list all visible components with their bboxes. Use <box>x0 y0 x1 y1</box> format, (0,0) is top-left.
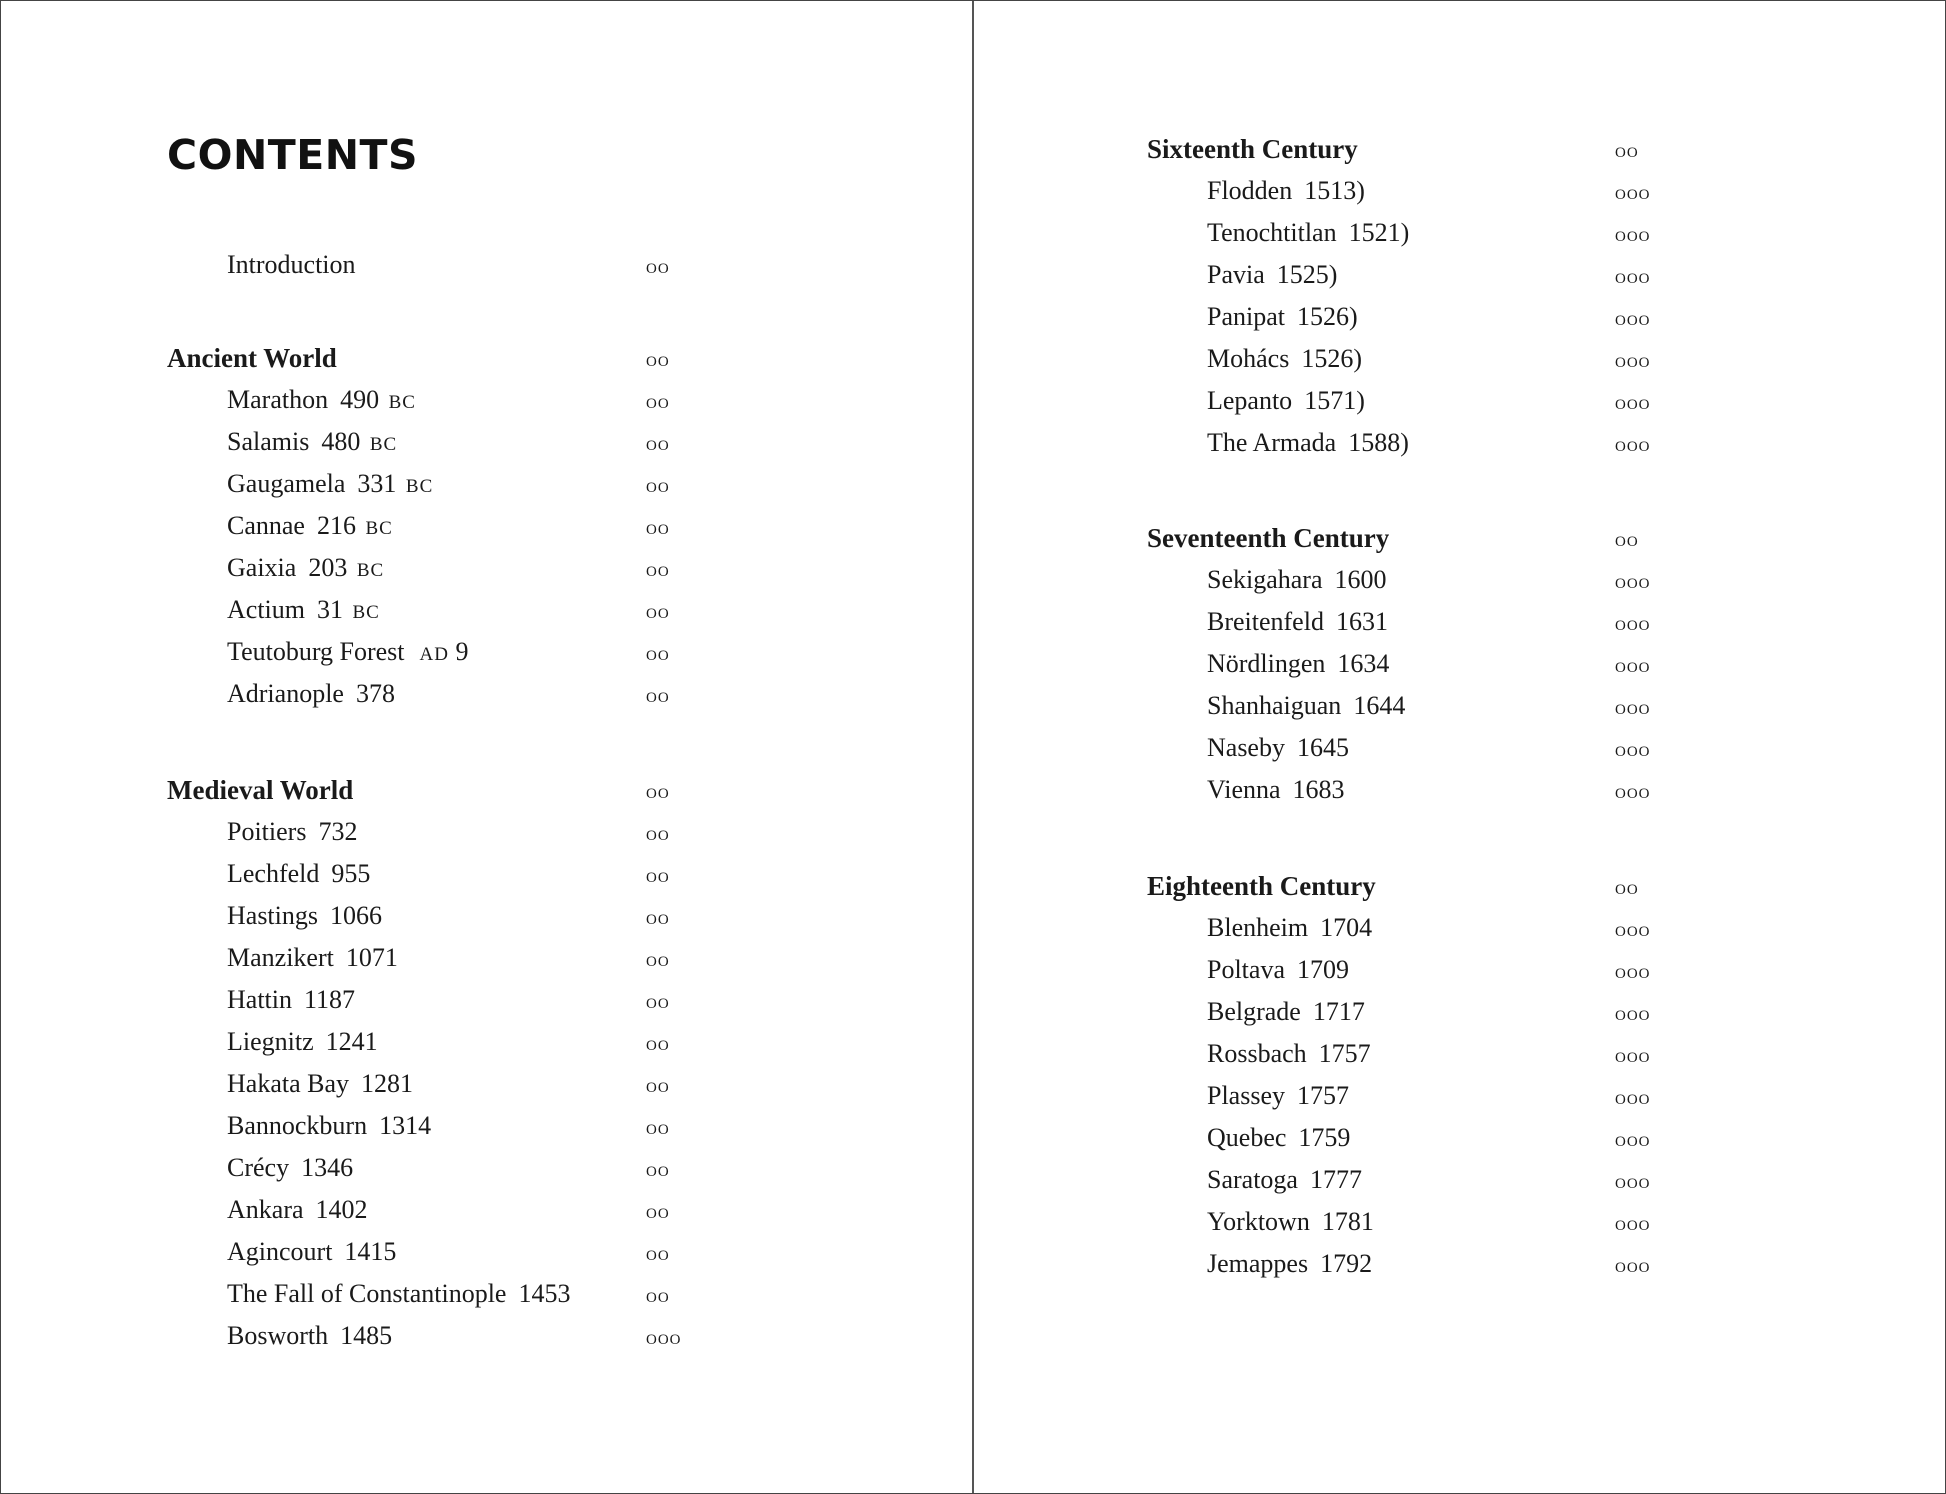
toc-entry <box>1147 1033 1707 1075</box>
year: 1645 <box>1296 733 1349 762</box>
entry-label <box>1207 1159 1362 1201</box>
battle-name: Saratoga <box>1207 1165 1298 1194</box>
battle-date <box>361 1069 413 1098</box>
page-number: ooo <box>1615 1085 1651 1109</box>
year: 1513) <box>1304 176 1365 205</box>
toc-section-heading <box>1147 128 1707 170</box>
year: 1526) <box>1301 344 1362 373</box>
year: 1588) <box>1348 428 1409 457</box>
battle-date <box>326 1027 378 1056</box>
battle-name: Teutoburg Forest <box>227 637 405 666</box>
page-number: oo <box>646 821 670 845</box>
battle-name: The Armada <box>1207 428 1337 457</box>
battle-name: Naseby <box>1207 733 1285 762</box>
page-number: oo <box>646 683 670 707</box>
battle-date <box>1319 1039 1371 1068</box>
page-number: oo <box>646 905 670 929</box>
battle-name: Liegnitz <box>227 1027 314 1056</box>
entry-label <box>1207 685 1405 727</box>
year: 1346 <box>301 1153 354 1182</box>
year: 1241 <box>325 1027 378 1056</box>
toc-entry <box>167 673 727 715</box>
entry-label <box>1207 254 1337 296</box>
page-number: ooo <box>1615 1169 1651 1193</box>
toc-entry <box>1147 907 1707 949</box>
page-number: oo <box>646 557 670 581</box>
toc-entry <box>167 1147 727 1189</box>
entry-label <box>227 1021 378 1063</box>
battle-name: Hattin <box>227 985 292 1014</box>
page-number: ooo <box>1615 569 1651 593</box>
year: 1709 <box>1297 955 1349 984</box>
battle-date <box>1349 218 1410 247</box>
year: 1071 <box>345 943 398 972</box>
battle-name: Yorktown <box>1207 1207 1310 1236</box>
entry-label <box>1207 1201 1374 1243</box>
battle-name: Poltava <box>1207 955 1285 984</box>
battle-date <box>331 859 370 888</box>
toc-section-heading <box>167 337 727 379</box>
battle-date <box>1337 649 1389 678</box>
entry-label <box>1207 907 1372 949</box>
page-number: ooo <box>1615 611 1651 635</box>
toc-entry <box>167 1231 727 1273</box>
battle-date <box>344 1237 396 1266</box>
entry-label <box>1207 1243 1372 1285</box>
battle-date <box>316 1195 368 1224</box>
page-number: oo <box>646 599 670 623</box>
battle-date <box>330 901 382 930</box>
year: 1781 <box>1321 1207 1374 1236</box>
era-prefix: AD <box>419 644 449 665</box>
battle-date <box>1297 1081 1349 1110</box>
battle-name: Belgrade <box>1207 997 1301 1026</box>
entry-label <box>1207 1033 1371 1075</box>
right-page <box>974 1 1946 1493</box>
toc-entry <box>167 547 727 589</box>
entry-label <box>227 811 357 853</box>
year: 1281 <box>361 1069 414 1098</box>
page-number: ooo <box>1615 1001 1651 1025</box>
entry-label <box>227 1147 353 1189</box>
era-suffix: BC <box>369 434 398 455</box>
battle-name: Adrianople <box>227 679 344 708</box>
year: 331 <box>357 469 397 498</box>
page-number: ooo <box>1615 432 1651 456</box>
toc-entry <box>1147 380 1707 422</box>
entry-label <box>1207 559 1387 601</box>
battle-date <box>1304 176 1365 205</box>
year: 1485 <box>340 1321 393 1350</box>
year: 1757 <box>1318 1039 1371 1068</box>
toc-entry <box>1147 1075 1707 1117</box>
toc-entry <box>167 1273 727 1315</box>
battle-name: Gaixia <box>227 553 297 582</box>
page-number: oo <box>646 1283 670 1307</box>
toc-entry-introduction <box>167 244 727 286</box>
battle-date <box>1297 955 1349 984</box>
entry-label <box>1207 338 1362 380</box>
battle-name: Ankara <box>227 1195 304 1224</box>
battle-date <box>1320 1249 1372 1278</box>
year: 31 <box>317 595 343 624</box>
toc-entry <box>167 589 727 631</box>
entry-label <box>1207 1117 1350 1159</box>
toc-entry <box>167 505 727 547</box>
battle-name: Agincourt <box>227 1237 333 1266</box>
battle-name: Tenochtitlan <box>1207 218 1337 247</box>
battle-date <box>304 985 355 1014</box>
battle-name: Breitenfeld <box>1207 607 1324 636</box>
battle-date <box>340 1321 392 1350</box>
section-title: Eighteenth Century <box>1147 871 1376 901</box>
entry-label <box>227 1273 570 1315</box>
battle-name: Lepanto <box>1207 386 1293 415</box>
entry-label <box>227 631 468 676</box>
page-number: ooo <box>1615 222 1651 246</box>
era-suffix: BC <box>388 392 416 413</box>
toc-entry <box>1147 338 1707 380</box>
entry-label <box>227 421 397 466</box>
toc-entry <box>167 631 727 673</box>
battle-date <box>1293 775 1345 804</box>
section-title: Seventeenth Century <box>1147 523 1390 553</box>
toc-entry <box>167 811 727 853</box>
entry-label <box>227 1189 368 1231</box>
battle-date <box>1304 386 1365 415</box>
battle-name: Bosworth <box>227 1321 329 1350</box>
entry-label <box>227 853 370 895</box>
entry-label <box>1207 991 1365 1033</box>
battle-date <box>1297 302 1358 331</box>
year: 9 <box>455 637 469 666</box>
page-number: oo <box>646 515 670 539</box>
toc-entry <box>1147 685 1707 727</box>
page-number: ooo <box>1615 348 1651 372</box>
battle-date <box>1353 691 1405 720</box>
year: 1526) <box>1297 302 1358 331</box>
battle-date <box>308 553 384 582</box>
battle-name: Shanhaiguan <box>1207 691 1342 720</box>
battle-name: Blenheim <box>1207 913 1309 942</box>
toc-entry <box>1147 601 1707 643</box>
entry-label <box>227 589 380 634</box>
entry-label <box>1207 727 1349 769</box>
year: 1757 <box>1297 1081 1349 1110</box>
battle-date <box>1322 1207 1374 1236</box>
toc-section-heading <box>1147 517 1707 559</box>
page-number: oo <box>1615 527 1639 551</box>
entry-label <box>227 1105 431 1147</box>
era-suffix: BC <box>365 518 393 539</box>
section-title: Sixteenth Century <box>1147 134 1358 164</box>
toc-entry <box>167 1315 727 1357</box>
page-number: oo <box>646 1199 670 1223</box>
page-number: ooo <box>1615 695 1651 719</box>
toc-entry <box>1147 296 1707 338</box>
page-number: oo <box>1615 875 1639 899</box>
battle-date <box>1336 607 1388 636</box>
toc-section-heading <box>167 769 727 811</box>
entry-label <box>227 673 395 715</box>
page-number: oo <box>646 1157 670 1181</box>
toc-entry <box>1147 991 1707 1033</box>
year: 1453 <box>518 1279 571 1308</box>
page-number: oo <box>1615 138 1639 162</box>
year: 1759 <box>1298 1123 1351 1152</box>
battle-date <box>379 1111 431 1140</box>
battle-date <box>340 385 416 414</box>
toc-entry <box>1147 949 1707 991</box>
year: 955 <box>331 859 371 888</box>
year: 480 <box>321 427 361 456</box>
year: 1600 <box>1334 565 1387 594</box>
battle-date <box>518 1279 570 1308</box>
page-number: oo <box>646 347 670 371</box>
battle-name: Panipat <box>1207 302 1285 331</box>
page-number: ooo <box>1615 1043 1651 1067</box>
battle-date <box>417 637 469 666</box>
page-number: ooo <box>1615 1127 1651 1151</box>
year: 1187 <box>304 985 356 1014</box>
year: 1571) <box>1304 386 1365 415</box>
toc-entry <box>1147 212 1707 254</box>
toc-entry <box>1147 559 1707 601</box>
page-number: oo <box>646 389 670 413</box>
year: 490 <box>340 385 380 414</box>
battle-name: Hastings <box>227 901 318 930</box>
page-number: ooo <box>1615 180 1651 204</box>
battle-date <box>356 679 395 708</box>
year: 732 <box>318 817 358 846</box>
year: 1634 <box>1337 649 1390 678</box>
toc-entry <box>167 421 727 463</box>
toc-entry <box>1147 170 1707 212</box>
battle-name: Cannae <box>227 511 305 540</box>
battle-date <box>1297 733 1349 762</box>
battle-date <box>1277 260 1338 289</box>
toc-entry <box>1147 643 1707 685</box>
battle-name: Quebec <box>1207 1123 1287 1152</box>
toc-entry <box>1147 1117 1707 1159</box>
page-number: ooo <box>1615 653 1651 677</box>
era-suffix: BC <box>405 476 434 497</box>
section-title: Medieval World <box>167 775 354 805</box>
toc-entry <box>167 1189 727 1231</box>
entry-label <box>227 895 382 937</box>
page-number: ooo <box>1615 264 1651 288</box>
toc-entry <box>167 895 727 937</box>
battle-name: Plassey <box>1207 1081 1285 1110</box>
entry-label: Introduction <box>227 250 356 279</box>
year: 1521) <box>1348 218 1410 247</box>
page-number: oo <box>646 473 670 497</box>
toc-entry <box>1147 769 1707 811</box>
toc-entry <box>1147 254 1707 296</box>
toc-entry <box>167 853 727 895</box>
battle-date <box>1320 913 1372 942</box>
entry-label <box>227 1231 396 1273</box>
toc-entry <box>167 937 727 979</box>
toc-entry <box>1147 1159 1707 1201</box>
entry-label <box>227 979 355 1021</box>
battle-date <box>357 469 433 498</box>
year: 1644 <box>1353 691 1406 720</box>
entry-label <box>1207 170 1365 212</box>
battle-name: Manzikert <box>227 943 334 972</box>
page-number: oo <box>646 254 670 278</box>
entry-label <box>1207 380 1365 422</box>
entry-label <box>1207 1075 1349 1117</box>
entry-label <box>1207 949 1349 991</box>
toc-entry <box>167 1105 727 1147</box>
battle-name: Salamis <box>227 427 310 456</box>
toc-entry <box>1147 727 1707 769</box>
toc-entry <box>1147 1243 1707 1285</box>
battle-name: Bannockburn <box>227 1111 368 1140</box>
battle-date <box>1335 565 1387 594</box>
battle-date <box>321 427 397 456</box>
page-number: ooo <box>1615 390 1651 414</box>
battle-date <box>318 817 357 846</box>
entry-label <box>227 1315 392 1357</box>
battle-name: Nördlingen <box>1207 649 1326 678</box>
battle-name: Flodden <box>1207 176 1293 205</box>
era-suffix: BC <box>356 560 385 581</box>
page-number: ooo <box>1615 779 1651 803</box>
entry-label <box>1207 601 1388 643</box>
entry-label <box>227 379 416 424</box>
page-number: oo <box>646 1115 670 1139</box>
year: 1717 <box>1312 997 1365 1026</box>
battle-name: Actium <box>227 595 305 624</box>
section-title: Ancient World <box>167 343 337 373</box>
battle-date <box>1348 428 1409 457</box>
era-suffix: BC <box>352 602 380 623</box>
battle-name: Lechfeld <box>227 859 320 888</box>
year: 203 <box>308 553 348 582</box>
toc-entry <box>167 979 727 1021</box>
year: 1792 <box>1320 1249 1373 1278</box>
entry-label <box>1207 643 1389 685</box>
toc-entry <box>1147 1201 1707 1243</box>
toc-entry <box>1147 422 1707 464</box>
year: 378 <box>355 679 395 708</box>
page-number: ooo <box>1615 1211 1651 1235</box>
battle-date <box>301 1153 353 1182</box>
entry-label <box>227 463 433 508</box>
battle-date <box>1301 344 1362 373</box>
page-number: ooo <box>1615 1253 1651 1277</box>
left-page <box>1 1 972 1493</box>
entry-label <box>227 1063 413 1105</box>
year: 1066 <box>330 901 382 930</box>
page-number: ooo <box>1615 306 1651 330</box>
entry-label <box>1207 296 1358 338</box>
battle-name: Rossbach <box>1207 1039 1307 1068</box>
year: 1402 <box>315 1195 368 1224</box>
entry-label <box>227 505 393 550</box>
year: 1631 <box>1335 607 1388 636</box>
page-number: oo <box>646 779 670 803</box>
battle-name: Hakata Bay <box>227 1069 350 1098</box>
page-number: ooo <box>646 1325 682 1349</box>
battle-date <box>346 943 398 972</box>
toc-entry <box>167 1021 727 1063</box>
page-title: CONTENTS <box>167 131 419 179</box>
battle-name: The Fall of Constantinople <box>227 1279 507 1308</box>
battle-date <box>317 511 393 540</box>
year: 1683 <box>1292 775 1345 804</box>
page-number: oo <box>646 1241 670 1265</box>
page-number: ooo <box>1615 917 1651 941</box>
battle-date <box>1310 1165 1362 1194</box>
entry-label <box>227 937 398 979</box>
battle-name: Jemappes <box>1207 1249 1309 1278</box>
battle-date <box>1313 997 1365 1026</box>
battle-name: Marathon <box>227 385 329 414</box>
page-number: oo <box>646 947 670 971</box>
year: 1415 <box>344 1237 397 1266</box>
battle-name: Gaugamela <box>227 469 346 498</box>
battle-name: Mohács <box>1207 344 1290 373</box>
battle-name: Poitiers <box>227 817 307 846</box>
entry-label <box>227 547 384 592</box>
entry-label <box>1207 422 1409 464</box>
page-number: oo <box>646 431 670 455</box>
toc-entry <box>167 463 727 505</box>
year: 1704 <box>1320 913 1373 942</box>
toc-entry <box>167 379 727 421</box>
battle-date <box>317 595 380 624</box>
page-number: oo <box>646 1031 670 1055</box>
page-number: ooo <box>1615 737 1651 761</box>
year: 1525) <box>1276 260 1338 289</box>
battle-date <box>1298 1123 1350 1152</box>
entry-label <box>1207 769 1345 811</box>
page-number: oo <box>646 863 670 887</box>
battle-name: Sekigahara <box>1207 565 1323 594</box>
toc-entry <box>167 1063 727 1105</box>
battle-name: Vienna <box>1207 775 1281 804</box>
entry-label <box>1207 212 1409 254</box>
year: 1777 <box>1309 1165 1362 1194</box>
battle-name: Crécy <box>227 1153 290 1182</box>
page-number: oo <box>646 1073 670 1097</box>
page-number: oo <box>646 989 670 1013</box>
toc-section-heading <box>1147 865 1707 907</box>
page-number: ooo <box>1615 959 1651 983</box>
page-number: oo <box>646 641 670 665</box>
year: 216 <box>316 511 356 540</box>
year: 1314 <box>379 1111 432 1140</box>
battle-name: Pavia <box>1207 260 1265 289</box>
